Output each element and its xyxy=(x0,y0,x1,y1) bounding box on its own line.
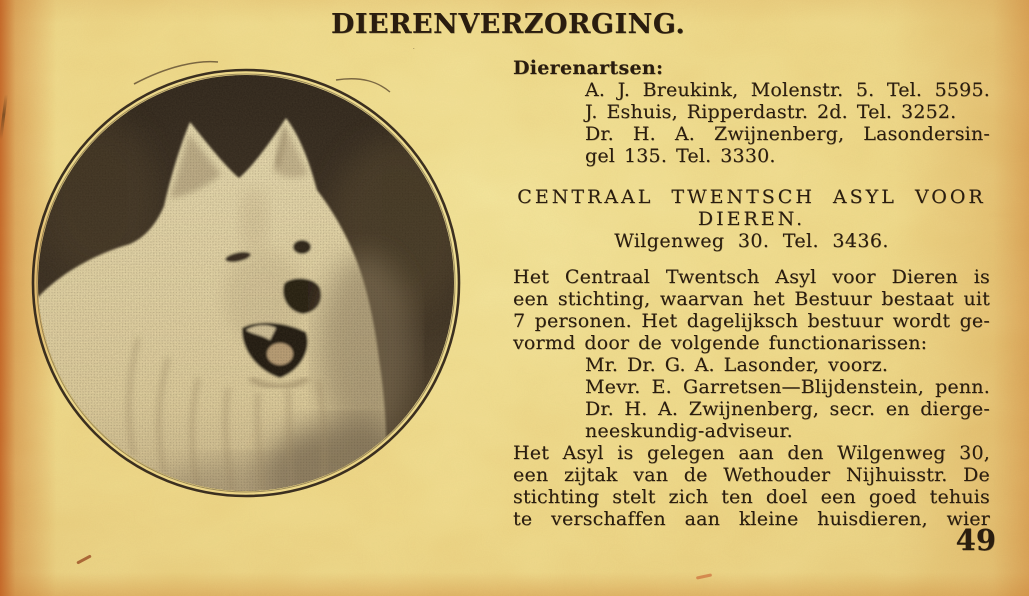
body-line: 7 personen. Het dagelijksch bestuur wordt ge- xyxy=(513,310,990,332)
directory-entry: gel 135. Tel. 3330. xyxy=(585,145,776,167)
body-line: te verschaffen aan kleine huisdieren, wier xyxy=(513,508,990,530)
asyl-address: Wilgenweg 30. Tel. 3436. xyxy=(614,230,889,252)
body-line: Het Centraal Twentsch Asyl voor Dieren is xyxy=(513,266,990,288)
vets-list xyxy=(513,79,990,167)
ink-speck xyxy=(76,554,92,564)
edge-scratch-mark xyxy=(0,94,8,140)
vets-heading: Dierenartsen: xyxy=(513,57,664,79)
pencil-mark xyxy=(696,573,712,579)
body-line: stichting stelt zich ten doel een goed tehuis xyxy=(513,486,990,508)
body-line: een zijtak van de Wethouder Nijhuisstr. De xyxy=(513,464,990,486)
dog-photo xyxy=(18,48,480,522)
asyl-heading-line1: CENTRAAL TWENTSCH ASYL VOOR xyxy=(517,186,986,208)
asyl-heading-line2: DIEREN. xyxy=(697,208,806,230)
body-line: Dr. H. A. Zwijnenberg, secr. en dierge- xyxy=(585,398,990,420)
directory-entry: A. J. Breukink, Molenstr. 5. Tel. 5595. xyxy=(585,79,990,101)
page-number: 49 xyxy=(955,523,996,557)
body-line: een stichting, waarvan het Bestuur bestaat uit xyxy=(513,288,990,310)
grain-overlay xyxy=(18,54,480,512)
asyl-body xyxy=(513,266,990,530)
asyl-heading-block xyxy=(513,186,990,252)
body-line: Mr. Dr. G. A. Lasonder, voorz. xyxy=(585,354,889,376)
text-column xyxy=(513,57,990,530)
directory-entry: Dr. H. A. Zwijnenberg, Lasondersin- xyxy=(585,123,990,145)
directory-entry: J. Eshuis, Ripperdastr. 2d. Tel. 3252. xyxy=(585,101,957,123)
page-title: DIERENVERZORGING. xyxy=(331,9,686,40)
body-line: vormd door de volgende functionarissen: xyxy=(513,332,928,354)
body-line: Het Asyl is gelegen aan den Wilgenweg 30, xyxy=(513,442,990,464)
body-line: Mevr. E. Garretsen—Blijdenstein, penn. xyxy=(585,376,990,398)
body-line: neeskundig-adviseur. xyxy=(585,420,793,442)
